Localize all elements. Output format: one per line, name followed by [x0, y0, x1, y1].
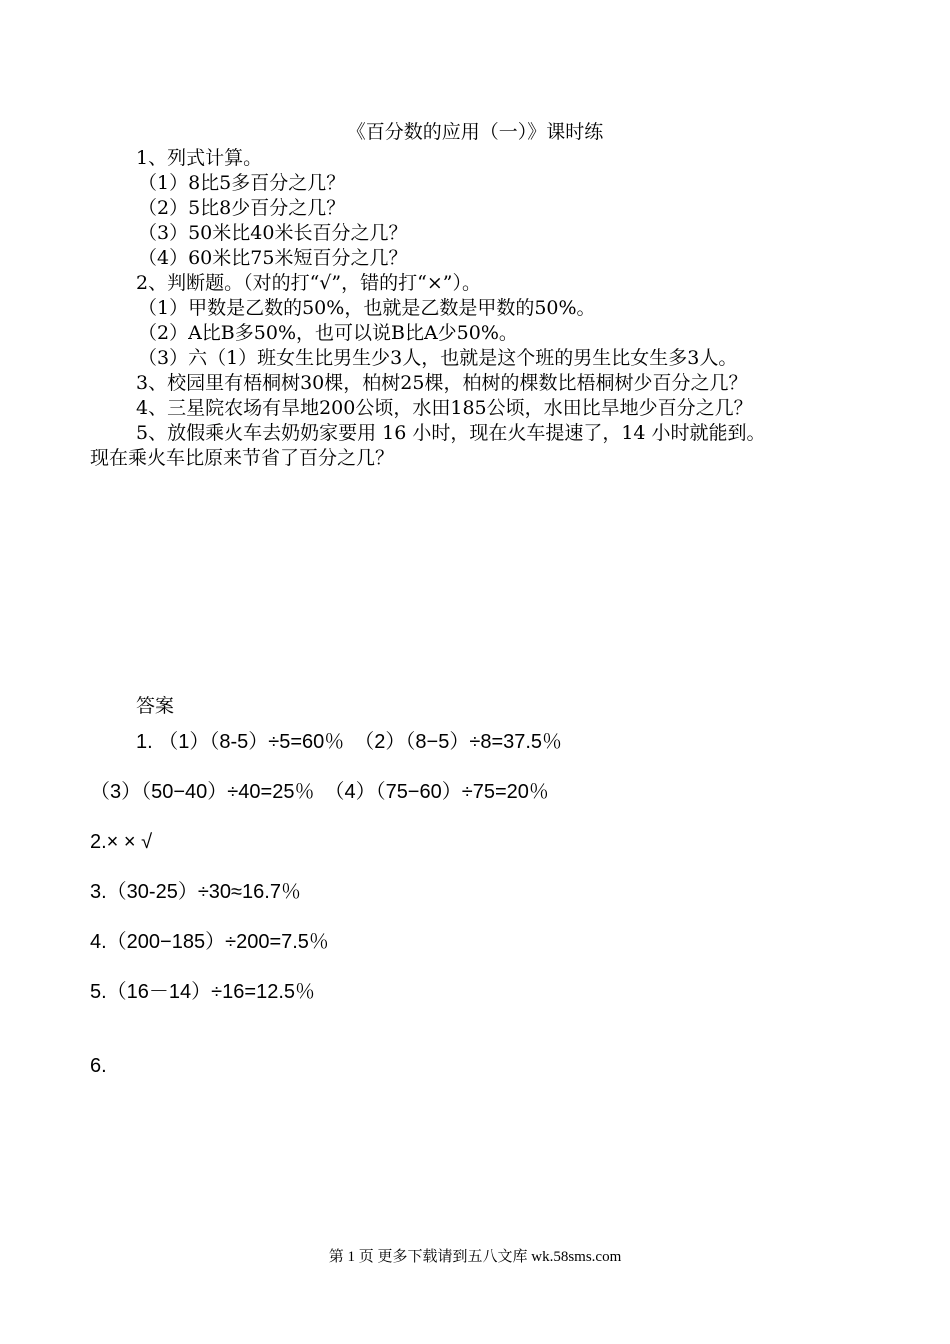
page-title: 《百分数的应用（一）》课时练	[346, 121, 604, 143]
answer-5: 5.（16－14）÷16=12.5％	[90, 981, 315, 1003]
answers-heading: 答案	[136, 695, 175, 717]
q1-item-2: （2）5比8少百分之几？	[138, 197, 346, 219]
q1-item-3: （3）50米比40米长百分之几？	[138, 222, 408, 244]
q2-item-3: （3）六（1）班女生比男生少3人，也就是这个班的男生比女生多3人。	[138, 347, 738, 369]
q1-item-4: （4）60米比75米短百分之几？	[138, 247, 408, 269]
q4-text: 4、三星院农场有旱地200公顷，水田185公顷，水田比旱地少百分之几？	[136, 397, 753, 419]
q3-text: 3、校园里有梧桐树30棵，柏树25棵，柏树的棵数比梧桐树少百分之几？	[136, 372, 748, 394]
answer-1-line-2: （3）（50−40）÷40=25％ （4）（75−60）÷75=20％	[90, 781, 549, 803]
q2-item-1: （1）甲数是乙数的50%，也就是乙数是甲数的50%。	[138, 297, 596, 319]
q1-heading: 1、列式计算。	[136, 147, 263, 169]
q5-line-2: 现在乘火车比原来节省了百分之几？	[90, 447, 395, 469]
answer-6: 6.	[90, 1055, 107, 1077]
page-footer: 第 1 页 更多下载请到五八文库 wk.58sms.com	[328, 1249, 622, 1265]
answer-3: 3.（30-25）÷30≈16.7％	[90, 881, 301, 903]
answer-4: 4.（200−185）÷200=7.5％	[90, 931, 329, 953]
q2-item-2: （2）A比B多50%，也可以说B比A少50%。	[138, 322, 518, 344]
answer-1-line-1: 1. （1）（8-5）÷5=60％ （2）（8−5）÷8=37.5％	[136, 731, 563, 753]
answer-2: 2.× × √	[90, 831, 153, 853]
q5-line-1: 5、放假乘火车去奶奶家要用 16 小时，现在火车提速了，14 小时就能到。	[136, 422, 766, 444]
q1-item-1: （1）8比5多百分之几？	[138, 172, 346, 194]
q2-heading: 2、判断题。（对的打“√”，错的打“×”）。	[136, 272, 481, 294]
